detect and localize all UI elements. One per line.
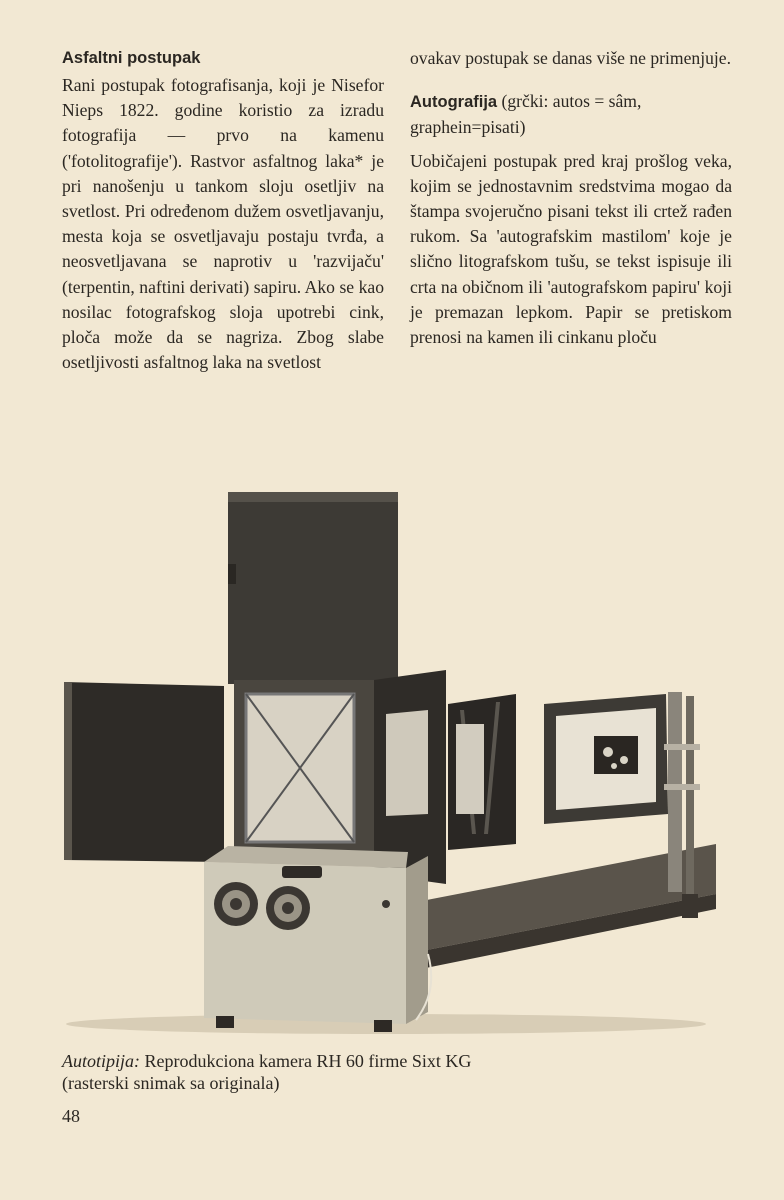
page-number: 48	[62, 1106, 80, 1126]
paragraph-asfaltni: Rani postupak fotografisanja, koji je Nisefor Nieps 1822. godine koristio za izradu fotografija — prvo na kamenu ('fotolitografije'). Rastvor asfaltnog laka* je pri nanošenju u tankom sloju osetljiv na svetlost. Pri određenom dužem osvetljavanju, mesta koja se osvetljavaju postaju tvrđa, a neosvetljavana se naprotiv u 'razvijaču' (terpentin, naftini derivati) sapiru. Ako se kao nosilac fotografskog sloja upotrebi cink, ploča može da se nagriza. Zbog slabe osetljivosti asfaltnog laka na svetlost	[62, 75, 384, 373]
caption-label: Autotipija:	[62, 1051, 140, 1071]
autografija-heading-line	[410, 89, 732, 140]
etymology-note: (grčki: autos = sâm, graphein=pisati)	[410, 91, 642, 138]
reproduction-camera-photo	[56, 484, 728, 1044]
figure-caption	[62, 1050, 662, 1094]
paragraph-continuation: ovakav postupak se danas više ne primenjuje.	[410, 48, 732, 68]
left-column	[62, 46, 384, 375]
caption-line-2: (rasterski snimak sa originala)	[62, 1073, 280, 1093]
right-column	[410, 46, 732, 350]
section-heading-autografija: Autografija	[410, 93, 498, 112]
paragraph-autografija: Uobičajeni postupak pred kraj prošlog veka, kojim se jednostavnim sredstvima mogao da štampa svojeručno pisani tekst ili crtež rađen rukom. Sa 'autografskim mastilom' koje je slično litografskom tušu, se tekst ispisuje ili crta na običnom ili 'autografskom papiru' koji je premazan lepkom. Papir se pretiskom prenosi na kamen ili cinkanu ploču	[410, 150, 732, 348]
section-heading-asfaltni: Asfaltni postupak	[62, 49, 201, 67]
caption-line-1: Reprodukciona kamera RH 60 firme Sixt KG	[144, 1051, 472, 1071]
